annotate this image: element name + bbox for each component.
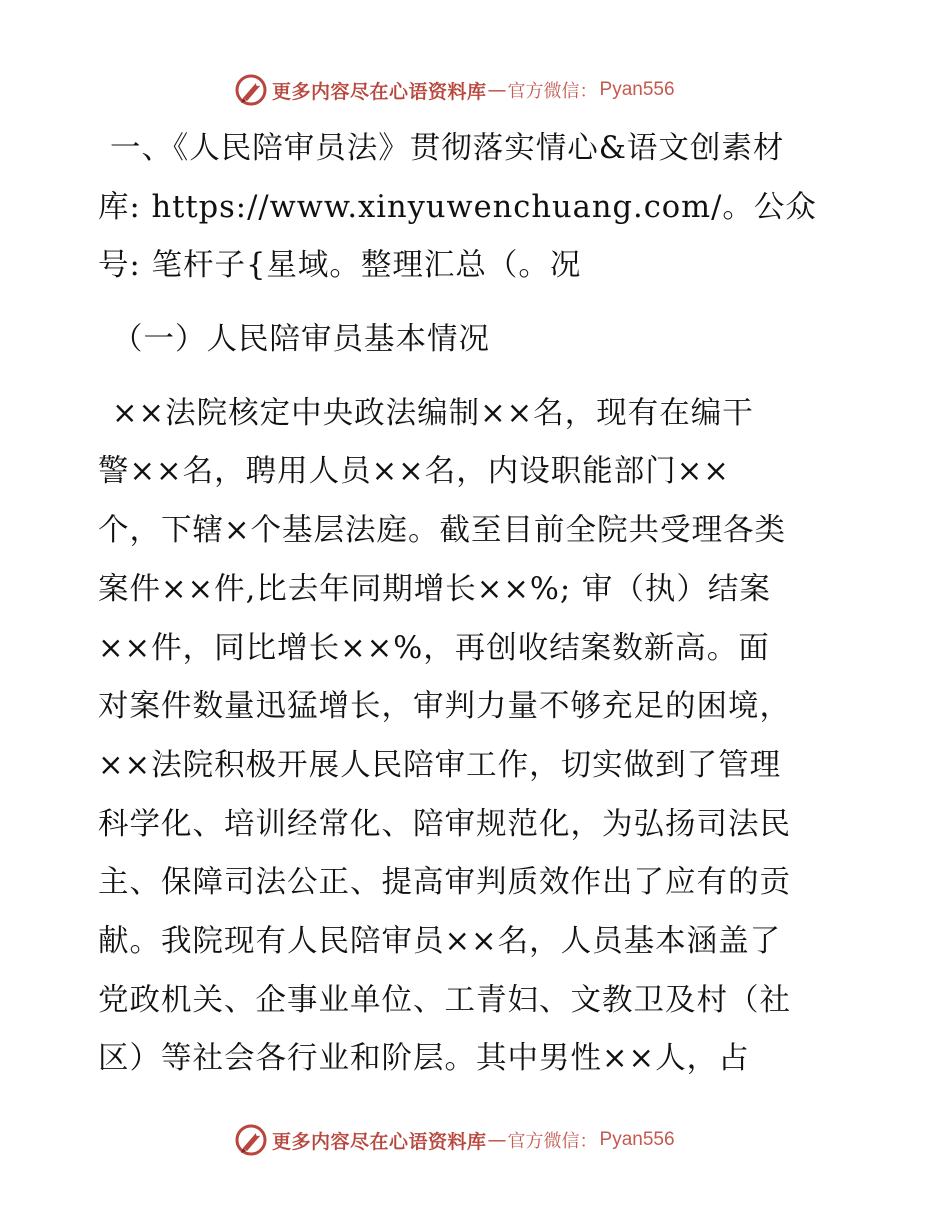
watermark-official-label: 官方微信： — [507, 1131, 598, 1152]
paragraph-line: 警××名，聘用人员××名，内设职能部门×× — [98, 454, 730, 490]
document-body — [98, 120, 850, 1089]
paragraph-line: 主、保障司法公正、提高审判质效作出了应有的贡 — [98, 865, 791, 901]
pen-logo-icon — [234, 73, 268, 107]
watermark-brand: 更多内容尽在心语资料库 — [272, 80, 487, 103]
paragraph-line: 对案件数量迅猛增长，审判力量不够充足的困境， — [98, 689, 791, 725]
watermark-footer — [234, 1122, 675, 1158]
watermark-official-label: 官方微信： — [507, 81, 598, 102]
subheading: （一）人民陪审员基本情况 — [112, 322, 490, 358]
pen-logo-icon — [234, 1123, 268, 1157]
paragraph-line: 区）等社会各行业和阶层。其中男性××人，占 — [98, 1041, 750, 1077]
paragraph-line: 科学化、培训经常化、陪审规范化，为弘扬司法民 — [98, 806, 791, 842]
watermark-wechat-id: Pyan556 — [599, 79, 675, 100]
paragraph-line: 个，下辖×个基层法庭。截至目前全院共受理各类 — [98, 513, 787, 549]
paragraph-line: 党政机关、企事业单位、工青妇、文教卫及村（社 — [98, 982, 791, 1018]
watermark-header — [234, 72, 675, 108]
paragraph-line: 案件××件,比去年同期增长××%; 审（执）结案 — [98, 571, 771, 607]
paragraph-line: ××件，同比增长××%，再创收结案数新高。面 — [98, 630, 770, 666]
heading-line-1: 一、《人民陪审员法》贯彻落实情心&语文创素材 — [110, 131, 785, 166]
paragraph-line: 献。我院现有人民陪审员××名，人员基本涵盖了 — [98, 923, 782, 959]
paragraph-line: ××法院积极开展人民陪审工作，切实做到了管理 — [98, 747, 782, 783]
paragraph-line: ××法院核定中央政法编制××名，现有在编干 — [112, 395, 754, 431]
watermark-separator: — — [487, 79, 507, 101]
heading-line-3: 号: 笔杆子{星域。整理汇总（。况 — [98, 248, 582, 284]
watermark-wechat-id: Pyan556 — [599, 1129, 675, 1150]
watermark-brand: 更多内容尽在心语资料库 — [272, 1130, 487, 1153]
heading-line-2: 库: https://www.xinyuwenchuang.com/。公众 — [98, 189, 817, 225]
watermark-separator: — — [487, 1129, 507, 1151]
